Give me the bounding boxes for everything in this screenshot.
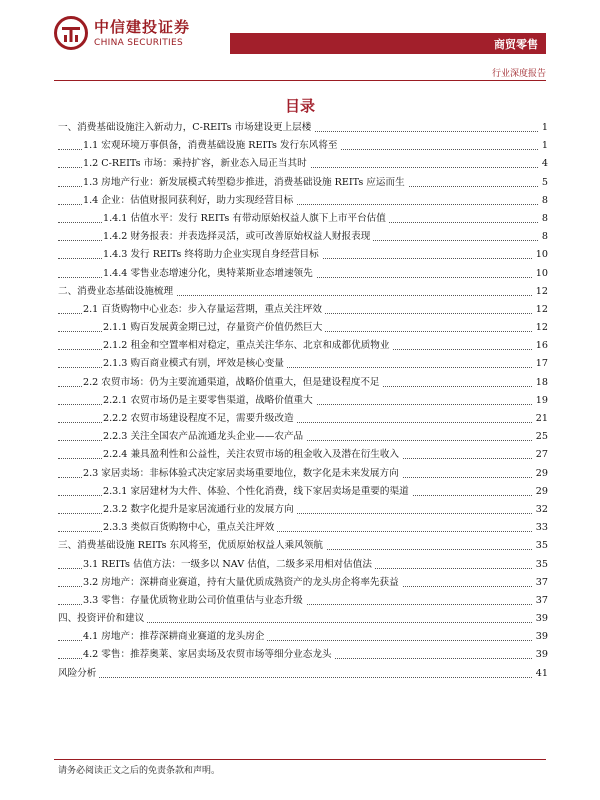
logo-english-name: CHINA SECURITIES	[94, 38, 183, 48]
toc-entry-title: 1.1 宏观环境万事俱备，消费基础设施 REITs 发行东风将至	[83, 137, 341, 155]
toc-entry-title: 1.4.2 财务报表：并表选择灵活，或可改善原始权益人财报表现	[103, 228, 373, 246]
toc-entry-page: 25	[533, 428, 548, 446]
toc-entry-page: 1	[539, 137, 548, 155]
toc-entry-title: 2.2.2 农贸市场建设程度不足，需要升级改造	[103, 410, 297, 428]
table-of-contents	[58, 119, 548, 683]
toc-entry-title: 风险分析	[58, 665, 99, 683]
toc-entry-page: 18	[533, 374, 548, 392]
toc-entry[interactable]	[58, 301, 548, 319]
toc-entry-title: 1.4 企业：估值财报同获利好，助力实现经营目标	[83, 192, 296, 210]
toc-entry[interactable]	[58, 465, 548, 483]
toc-entry-page: 10	[533, 265, 548, 283]
toc-entry-title: 四、投资评价和建议	[58, 610, 147, 628]
toc-entry[interactable]	[58, 246, 548, 264]
toc-entry[interactable]	[58, 556, 548, 574]
toc-entry[interactable]	[58, 374, 548, 392]
toc-entry-page: 12	[533, 301, 548, 319]
toc-entry-page: 1	[539, 119, 548, 137]
toc-entry-page: 32	[533, 501, 548, 519]
toc-entry[interactable]	[58, 501, 548, 519]
toc-entry[interactable]	[58, 610, 548, 628]
toc-entry[interactable]	[58, 628, 548, 646]
toc-entry-page: 29	[533, 465, 548, 483]
toc-entry-title: 1.2 C-REITs 市场：乘持扩容，新业态入局正当其时	[83, 155, 310, 173]
toc-entry-page: 41	[533, 665, 548, 683]
report-type: 行业深度报告	[491, 69, 546, 79]
toc-entry-title: 1.4.3 发行 REITs 终将助力企业实现自身经营目标	[103, 246, 322, 264]
toc-entry[interactable]	[58, 228, 548, 246]
page-header	[0, 0, 600, 79]
toc-entry-title: 2.2.1 农贸市场仍是主要零售渠道，战略价值重大	[103, 392, 316, 410]
toc-entry-page: 12	[533, 283, 548, 301]
toc-entry-page: 39	[533, 610, 548, 628]
toc-entry-page: 16	[533, 337, 548, 355]
toc-entry[interactable]	[58, 283, 548, 301]
toc-leader-dots	[58, 677, 548, 678]
toc-entry[interactable]	[58, 392, 548, 410]
toc-entry[interactable]	[58, 646, 548, 664]
toc-entry-title: 4.1 房地产：推荐深耕商业赛道的龙头房企	[83, 628, 267, 646]
section-label: 商贸零售	[494, 38, 538, 51]
toc-entry-page: 17	[533, 355, 548, 373]
footer-disclaimer: 请务必阅读正文之后的免责条款和声明。	[58, 766, 221, 776]
toc-entry[interactable]	[58, 192, 548, 210]
toc-entry-title: 1.4.4 零售业态增速分化，奥特莱斯业态增速领先	[103, 265, 316, 283]
toc-entry-page: 39	[533, 628, 548, 646]
toc-entry[interactable]	[58, 665, 548, 683]
toc-entry[interactable]	[58, 137, 548, 155]
toc-entry-title: 2.3.1 家居建材为大件、体验、个性化消费，线下家居卖场是重要的渠道	[103, 483, 412, 501]
toc-entry-page: 37	[533, 592, 548, 610]
toc-entry-page: 35	[533, 537, 548, 555]
toc-entry-page: 8	[539, 210, 548, 228]
header-divider	[54, 80, 546, 81]
toc-entry-page: 33	[533, 519, 548, 537]
company-logo	[54, 14, 214, 54]
toc-entry[interactable]	[58, 174, 548, 192]
toc-entry[interactable]	[58, 446, 548, 464]
toc-entry-title: 1.3 房地产行业：新发展模式转型稳步推进，消费基础设施 REITs 应运而生	[83, 174, 408, 192]
toc-entry-page: 12	[533, 319, 548, 337]
logo-chinese-name: 中信建投证券	[94, 18, 191, 36]
toc-entry-title: 2.2.3 关注全国农产品流通龙头企业——农产品	[103, 428, 306, 446]
toc-entry-title: 2.2.4 兼具盈利性和公益性，关注农贸市场的租金收入及潜在衍生收入	[103, 446, 402, 464]
toc-entry-title: 2.1 百货购物中心业态：步入存量运营期，重点关注坪效	[83, 301, 325, 319]
toc-entry-title: 2.1.2 租金和空置率相对稳定，重点关注华东、北京和成都优质物业	[103, 337, 393, 355]
toc-entry-title: 三、消费基础设施 REITs 东风将至，优质原始权益人乘风领航	[58, 537, 326, 555]
toc-entry-title: 一、消费基础设施注入新动力，C-REITs 市场建设更上层楼	[58, 119, 314, 137]
toc-entry-title: 2.1.1 购百发展黄金期已过，存量资产价值仍然巨大	[103, 319, 325, 337]
toc-entry-page: 37	[533, 574, 548, 592]
toc-entry-title: 2.3.3 类似百货购物中心，重点关注坪效	[103, 519, 277, 537]
toc-entry-page: 35	[533, 556, 548, 574]
toc-entry[interactable]	[58, 319, 548, 337]
toc-entry-title: 4.2 零售：推荐奥莱、家居卖场及农贸市场等细分业态龙头	[83, 646, 335, 664]
toc-entry-page: 21	[533, 410, 548, 428]
toc-entry-page: 27	[533, 446, 548, 464]
toc-entry-page: 19	[533, 392, 548, 410]
toc-entry[interactable]	[58, 537, 548, 555]
toc-entry-title: 3.1 REITs 估值方法：一级多以 NAV 估值，二级多采用相对估值法	[83, 556, 375, 574]
toc-entry-title: 二、消费业态基础设施梳理	[58, 283, 176, 301]
toc-entry[interactable]	[58, 428, 548, 446]
toc-entry-page: 29	[533, 483, 548, 501]
toc-title: 目录	[284, 97, 315, 115]
toc-entry-title: 2.3 家居卖场：非标体验式决定家居卖场重要地位，数字化是未来发展方向	[83, 465, 402, 483]
toc-entry-title: 2.1.3 购百商业模式有别，坪效是核心变量	[103, 355, 287, 373]
toc-entry[interactable]	[58, 592, 548, 610]
toc-entry[interactable]	[58, 410, 548, 428]
toc-entry-title: 2.3.2 数字化提升是家居流通行业的发展方向	[103, 501, 297, 519]
toc-entry-title: 1.4.1 估值水平：发行 REITs 有带动原始权益人旗下上市平台估值	[103, 210, 389, 228]
toc-entry[interactable]	[58, 337, 548, 355]
citic-logo-icon	[54, 16, 88, 50]
toc-entry[interactable]	[58, 210, 548, 228]
toc-entry-page: 39	[533, 646, 548, 664]
toc-entry-page: 10	[533, 246, 548, 264]
toc-entry-page: 8	[539, 228, 548, 246]
footer-divider	[54, 759, 546, 760]
toc-entry[interactable]	[58, 483, 548, 501]
toc-entry-page: 5	[539, 174, 548, 192]
toc-entry[interactable]	[58, 519, 548, 537]
toc-entry[interactable]	[58, 265, 548, 283]
toc-entry-title: 2.2 农贸市场：仍为主要流通渠道，战略价值重大，但是建设程度不足	[83, 374, 383, 392]
toc-entry-title: 3.2 房地产：深耕商业赛道，持有大量优质成熟资产的龙头房企将率先获益	[83, 574, 402, 592]
toc-entry[interactable]	[58, 355, 548, 373]
toc-entry[interactable]	[58, 574, 548, 592]
toc-entry-title: 3.3 零售：存量优质物业助公司价值重估与业态升级	[83, 592, 306, 610]
toc-entry-page: 8	[539, 192, 548, 210]
toc-entry-page: 4	[539, 155, 548, 173]
toc-entry[interactable]	[58, 119, 548, 137]
toc-entry[interactable]	[58, 155, 548, 173]
section-band	[230, 33, 546, 54]
